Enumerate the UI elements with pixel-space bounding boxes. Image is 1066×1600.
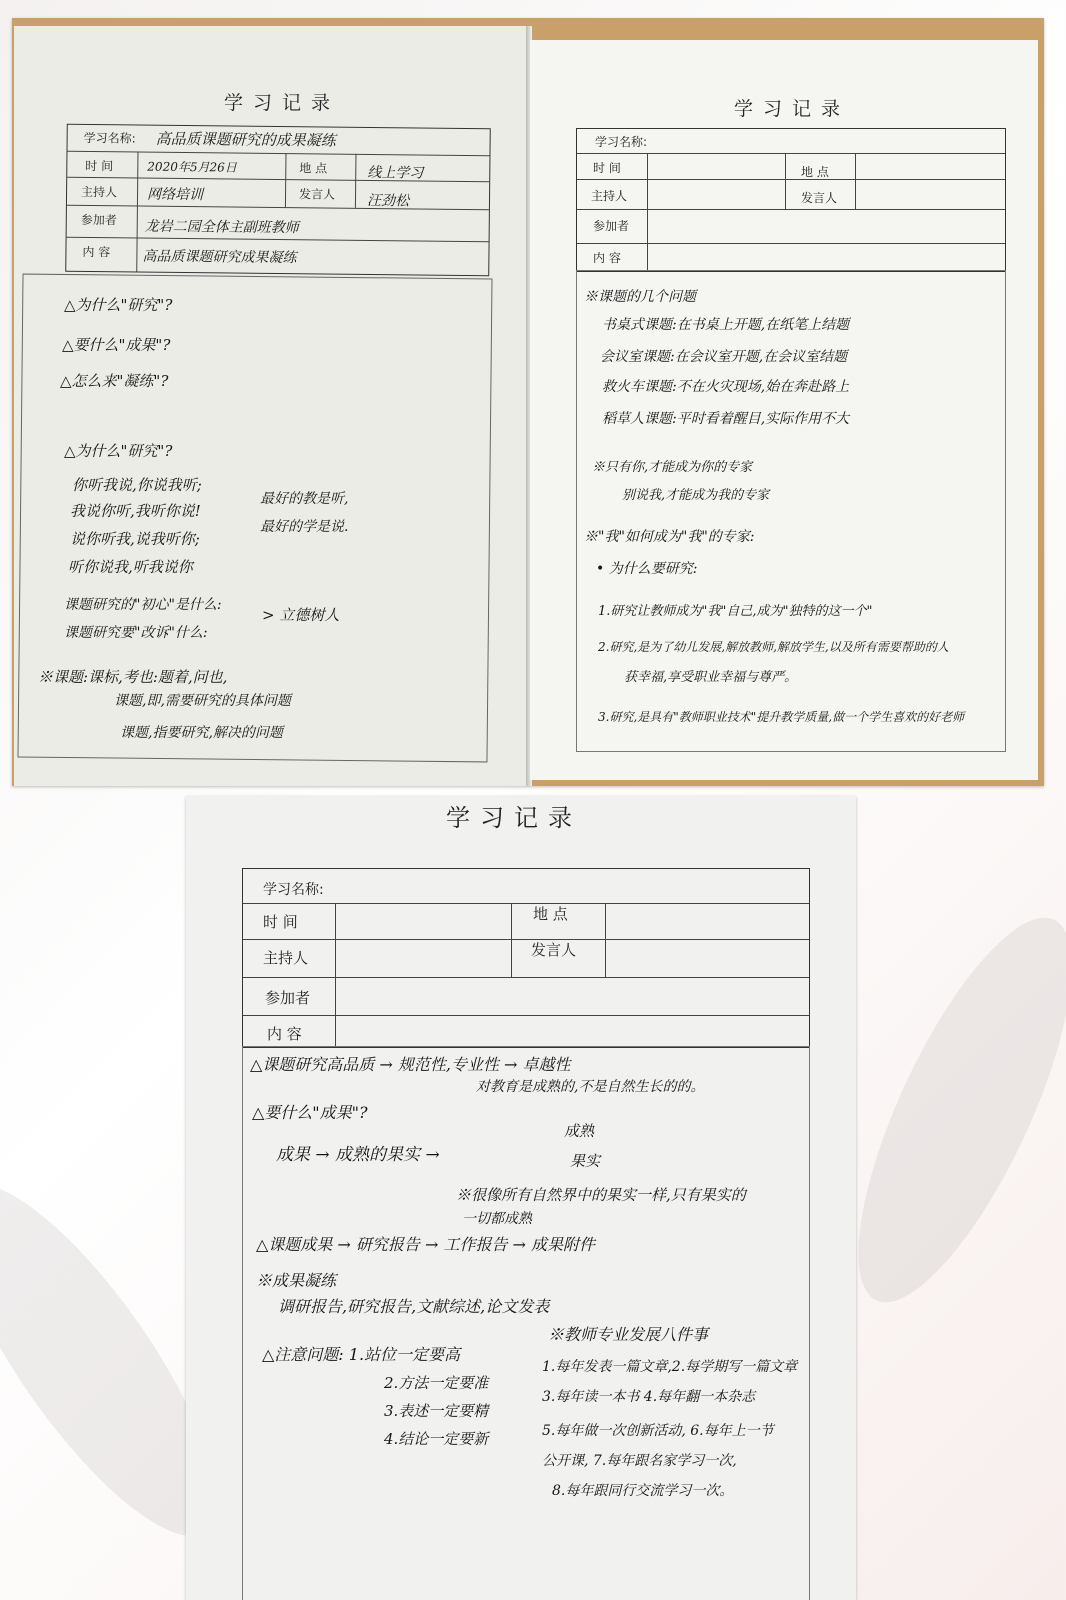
bottom-note-14: 2.方法一定要准 (384, 1374, 489, 1392)
bottom-page-title: 学习记录 (446, 804, 582, 832)
place-value: 线上学习 (367, 164, 424, 182)
attendees-label: 参加者 (80, 212, 117, 228)
bottom-note-11: 调研报告,研究报告,文献综述,论文发表 (278, 1297, 550, 1316)
bottom-note-7: ※很像所有自然界中的果实一样,只有果实的 (456, 1186, 746, 1204)
place-label: 地 点 (299, 161, 328, 176)
bottom-note-16: 4.结论一定要新 (384, 1430, 489, 1448)
left-note-8: 听你说我,听我说你 (68, 558, 193, 576)
right-note-12: 获幸福,享受职业幸福与尊严。 (624, 670, 798, 685)
right-content-label: 内 容 (593, 251, 621, 265)
bottom-time-label: 时 间 (263, 913, 298, 931)
left-note-13: > 立德树人 (262, 606, 340, 624)
bottom-note-18: 3.每年读一本书 4.每年翻一本杂志 (542, 1389, 756, 1405)
notebook-spread-photo (12, 18, 1044, 786)
bottom-note-20: 公开课, 7.每年跟名家学习一次, (542, 1453, 737, 1469)
right-page-title: 学习记录 (734, 98, 851, 120)
speaker-value: 汪劲松 (366, 192, 410, 210)
bottom-attendees-label: 参加者 (265, 989, 311, 1007)
left-note-15: 课题,即,需要研究的具体问题 (114, 693, 291, 709)
left-note-6: 我说你听,我听你说! (70, 502, 201, 520)
right-record-form (576, 128, 1006, 272)
bottom-note-1: △课题研究高品质 → 规范性,专业性 → 卓越性 (250, 1055, 571, 1074)
left-note-14: ※课题:课标,考也:题着,问也, (38, 668, 228, 686)
right-note-3: 会议室课题:在会议室开题,在会议室结题 (600, 349, 848, 365)
content-label: 内 容 (82, 244, 111, 260)
bottom-note-13: △注意问题: 1.站位一定要高 (262, 1345, 461, 1364)
bottom-note-2: 对教育是成熟的,不是自然生长的的。 (476, 1079, 705, 1095)
bottom-record-form (242, 868, 810, 1048)
bottom-place-label: 地 点 (533, 905, 568, 923)
bottom-note-9: △课题成果 → 研究报告 → 工作报告 → 成果附件 (256, 1235, 596, 1254)
left-record-form (65, 124, 491, 276)
bottom-content-label: 内 容 (267, 1025, 302, 1043)
left-note-10: 最好的学是说. (260, 519, 349, 535)
right-note-11: 2.研究,是为了幼儿发展,解放教师,解放学生,以及所有需要帮助的人 (598, 640, 949, 654)
bottom-note-12: ※教师专业发展八件事 (548, 1325, 709, 1344)
left-page (14, 26, 528, 786)
bottom-note-3: △要什么"成果"? (252, 1103, 368, 1122)
right-note-8: ※"我"如何成为"我"的专家: (584, 529, 755, 545)
bottom-note-8: 一切都成熟 (462, 1211, 532, 1227)
study-name-value: 高品质课题研究的成果凝练 (155, 129, 336, 150)
right-note-4: 救火车课题:不在火灾现场,始在奔赴路上 (602, 379, 850, 395)
right-attendees-label: 参加者 (593, 219, 630, 233)
right-note-9: • 为什么要研究: (596, 561, 698, 577)
left-note-3: △怎么来"凝练"? (60, 372, 169, 390)
left-note-9: 最好的教是听, (260, 491, 349, 507)
study-name-label: 学习名称: (83, 130, 136, 146)
bottom-note-6: 成果 → 成熟的果实 → (276, 1145, 440, 1165)
right-host-label: 主持人 (591, 189, 628, 203)
left-note-12: 课题研究要"改诉"什么: (64, 625, 208, 641)
host-value: 网络培训 (146, 186, 204, 204)
bottom-note-10: ※成果凝练 (256, 1271, 337, 1290)
left-note-11: 课题研究的"初心"是什么: (64, 597, 222, 613)
right-place-label: 地 点 (801, 165, 829, 179)
left-note-4: △为什么"研究"? (64, 442, 173, 460)
left-note-7: 说你听我,说我听你; (70, 530, 200, 548)
right-note-5: 稻草人课题:平时看着醒目,实际作用不大 (602, 411, 850, 427)
bottom-note-15: 3.表述一定要精 (384, 1402, 489, 1420)
left-note-16: 课题,指要研究,解决的问题 (120, 725, 283, 741)
right-speaker-label: 发言人 (801, 191, 838, 205)
right-note-6: ※只有你,才能成为你的专家 (592, 460, 753, 475)
right-note-7: 别说我,才能成为我的专家 (622, 488, 770, 503)
left-note-5: 你听我说,你说我听; (72, 476, 202, 494)
bottom-speaker-label: 发言人 (531, 941, 577, 959)
bottom-note-19: 5.每年做一次创新活动, 6.每年上一节 (542, 1423, 774, 1439)
left-note-2: △要什么"成果"? (62, 336, 171, 354)
bottom-note-21: 8.每年跟同行交流学习一次。 (552, 1483, 734, 1499)
bottom-study-name-label: 学习名称: (263, 882, 324, 898)
attendees-value: 龙岩二园全体主副班教师 (144, 218, 299, 237)
right-page (530, 40, 1038, 780)
left-note-1: △为什么"研究"? (64, 296, 173, 314)
bottom-host-label: 主持人 (263, 949, 309, 967)
speaker-label: 发言人 (298, 187, 336, 202)
right-note-2: 书桌式课题:在书桌上开题,在纸笔上结题 (602, 317, 850, 333)
time-label: 时 间 (85, 158, 114, 174)
right-time-label: 时 间 (593, 161, 621, 175)
left-page-title: 学习记录 (224, 92, 341, 114)
right-study-name-label: 学习名称: (595, 135, 648, 149)
time-value: 2020年5月26日 (147, 159, 237, 175)
bottom-note-17: 1.每年发表一篇文章,2.每学期写一篇文章 (542, 1359, 798, 1375)
bottom-note-4: 成熟 (564, 1122, 595, 1140)
single-page-photo (186, 796, 856, 1600)
bottom-note-5: 果实 (570, 1152, 601, 1170)
right-note-10: 1.研究让教师成为"我"自己,成为"独特的这一个" (598, 604, 873, 619)
host-label: 主持人 (81, 184, 118, 200)
right-note-1: ※课题的几个问题 (584, 289, 696, 305)
right-note-13: 3.研究,是具有"教师职业技术"提升教学质量,做一个学生喜欢的好老师 (598, 710, 965, 724)
content-value: 高品质课题研究成果凝练 (142, 248, 297, 267)
